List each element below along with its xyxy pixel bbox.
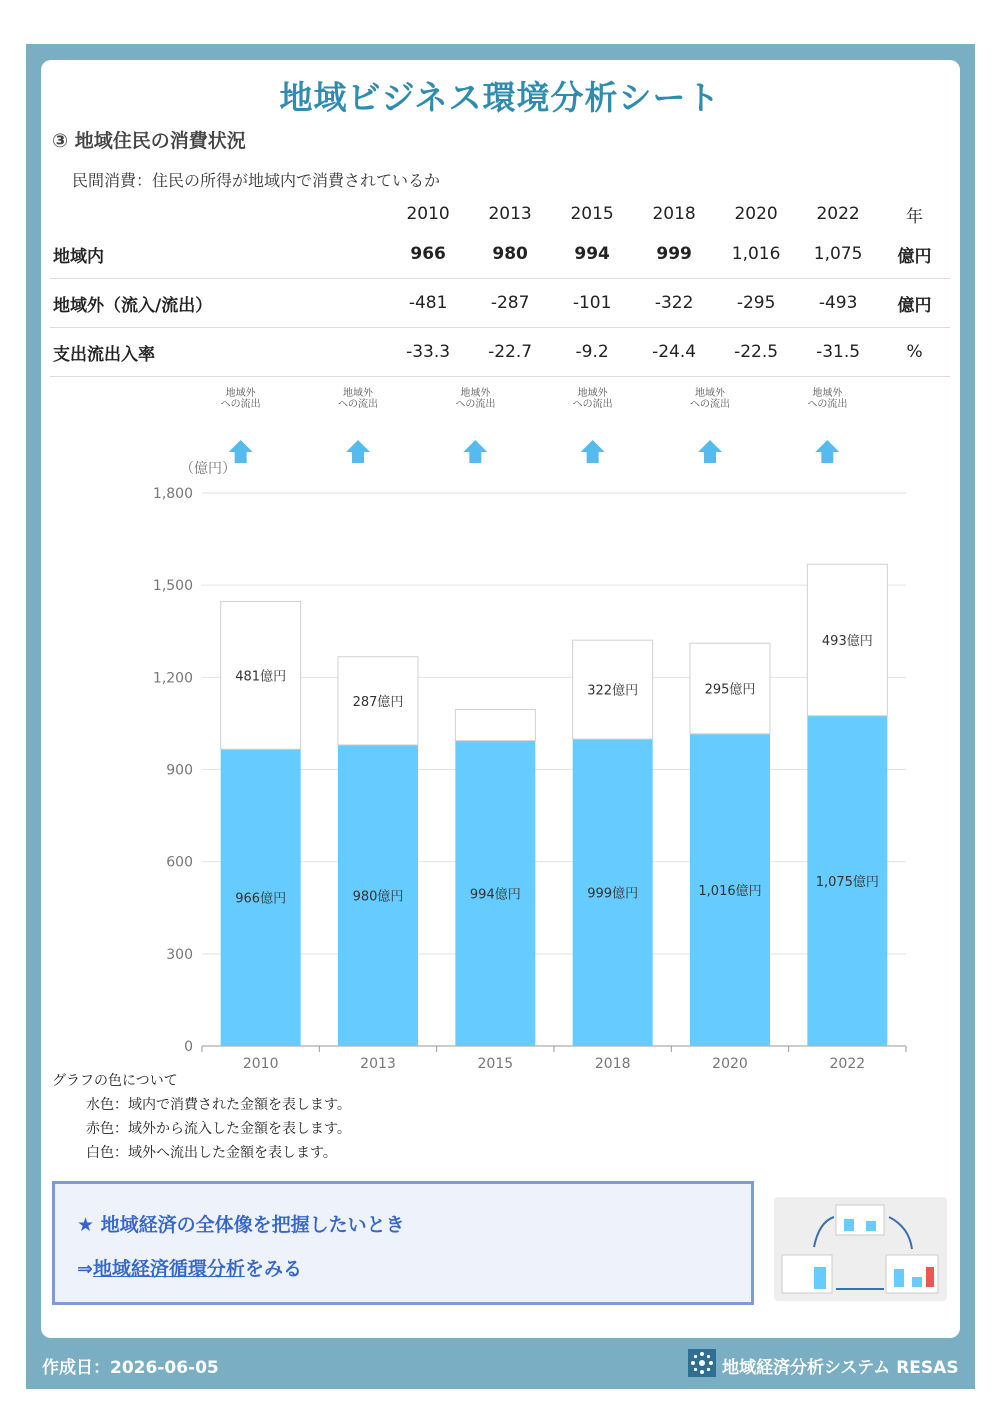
table-cell: -322 xyxy=(633,279,715,328)
table-header-empty xyxy=(50,198,387,230)
table-cell: 1,075 xyxy=(797,230,879,279)
x-tick-label: 2018 xyxy=(594,1056,631,1070)
table-cell: 980 xyxy=(469,230,551,279)
arrow-prefix: ⇒ xyxy=(77,1258,93,1280)
y-tick-label: 900 xyxy=(166,762,193,779)
inside-data-label: 994億円 xyxy=(469,887,521,903)
table-cell: -295 xyxy=(715,279,797,328)
inside-data-label: 1,016億円 xyxy=(698,883,762,899)
x-tick-label: 2015 xyxy=(477,1056,514,1070)
table-cell: -9.2 xyxy=(551,328,633,377)
table-cell: -101 xyxy=(551,279,633,328)
outflow-arrow-label: 地域外 xyxy=(695,388,725,399)
legend-note-line: 水色：域内で消費された金額を表します。 xyxy=(86,1097,351,1113)
inside-data-label: 966億円 xyxy=(235,891,287,907)
y-axis-label: （億円） xyxy=(180,461,236,477)
inside-data-label: 999億円 xyxy=(587,886,639,902)
table-row xyxy=(50,279,950,328)
page-title: 地域ビジネス環境分析シート xyxy=(279,78,721,117)
consumption-table xyxy=(50,198,950,377)
inside-data-label: 980億円 xyxy=(352,889,404,905)
table-cell: 994 xyxy=(551,230,633,279)
table-cell: -31.5 xyxy=(797,328,879,377)
x-tick-label: 2022 xyxy=(829,1056,866,1070)
arrow-up-icon xyxy=(346,440,370,463)
table-cell: -481 xyxy=(387,279,469,328)
outflow-arrow-label: への流出 xyxy=(220,399,261,410)
related-analysis-heading: ★ 地域経済の全体像を把握したいとき xyxy=(77,1214,405,1236)
table-cell: -493 xyxy=(797,279,879,328)
outflow-data-label: 493億円 xyxy=(821,634,873,650)
unit-header: 年 xyxy=(906,206,924,227)
link-suffix: をみる xyxy=(244,1258,302,1280)
row-label: 支出流出入率 xyxy=(50,328,387,377)
arrow-up-icon xyxy=(581,440,605,463)
year-header: 2018 xyxy=(652,204,696,224)
table-cell: 999 xyxy=(633,230,715,279)
table-cell: -22.5 xyxy=(715,328,797,377)
section-heading: ③ 地域住民の消費状況 xyxy=(52,130,246,152)
outflow-arrow-label: 地域外 xyxy=(460,388,491,399)
row-unit: 億円 xyxy=(879,279,950,328)
outflow-arrow-label: への流出 xyxy=(690,399,730,410)
related-analysis-box xyxy=(52,1181,754,1305)
year-header: 2013 xyxy=(488,204,532,224)
outflow-data-label: 322億円 xyxy=(587,683,639,699)
table-cell: -22.7 xyxy=(469,328,551,377)
stacked-bar-chart xyxy=(0,380,1000,1070)
x-tick-label: 2020 xyxy=(712,1056,748,1070)
outflow-data-label: 295億円 xyxy=(704,682,756,698)
inside-data-label: 1,075億円 xyxy=(815,874,879,890)
outflow-arrow-label: への流出 xyxy=(338,399,378,410)
table-header-row xyxy=(50,198,950,230)
arrow-up-icon xyxy=(698,440,722,463)
creation-date: 作成日：2026-06-05 xyxy=(42,1358,219,1378)
system-name: 地域経済分析システム RESAS xyxy=(722,1358,959,1378)
y-tick-label: 1,500 xyxy=(152,578,193,595)
outflow-arrow-label: 地域外 xyxy=(343,388,373,399)
year-header: 2015 xyxy=(570,204,614,224)
table-row xyxy=(50,230,950,279)
arrow-up-icon xyxy=(463,440,487,463)
y-tick-label: 300 xyxy=(166,946,193,963)
table-row xyxy=(50,328,950,377)
y-tick-label: 1,200 xyxy=(152,670,193,687)
year-header: 2022 xyxy=(816,204,860,224)
table-cell: 966 xyxy=(387,230,469,279)
y-tick-label: 1,800 xyxy=(152,486,193,502)
section-subtitle: 民間消費：住民の所得が地域内で消費されているか xyxy=(72,171,441,190)
table-cell: -24.4 xyxy=(633,328,715,377)
outflow-bar xyxy=(455,710,535,741)
outflow-arrow-label: への流出 xyxy=(572,399,613,410)
outflow-arrow-label: 地域外 xyxy=(812,388,843,399)
x-tick-label: 2013 xyxy=(360,1056,396,1070)
table-cell: -33.3 xyxy=(387,328,469,377)
year-header: 2010 xyxy=(406,204,450,224)
resas-logo-icon xyxy=(688,1349,716,1377)
outflow-arrow-label: 地域外 xyxy=(577,388,608,399)
row-unit: 億円 xyxy=(879,230,950,279)
table-cell: 1,016 xyxy=(715,230,797,279)
economic-cycle-analysis-link[interactable]: 地域経済循環分析 xyxy=(92,1258,245,1280)
outflow-data-label: 481億円 xyxy=(235,669,287,685)
outflow-data-label: 287億円 xyxy=(352,694,404,710)
outflow-arrow-label: への流出 xyxy=(807,399,848,410)
table-cell: -287 xyxy=(469,279,551,328)
row-unit: % xyxy=(879,328,950,377)
outflow-arrow-label: 地域外 xyxy=(225,388,256,399)
related-analysis-line xyxy=(77,1254,302,1281)
row-label: 地域外（流入/流出） xyxy=(50,279,387,328)
legend-note-line: 赤色：域外から流入した金額を表します。 xyxy=(86,1121,351,1137)
legend-note-line: 白色：域外へ流出した金額を表します。 xyxy=(86,1145,337,1161)
y-tick-label: 0 xyxy=(184,1039,193,1055)
economic-cycle-thumbnail[interactable] xyxy=(774,1197,947,1301)
y-tick-label: 600 xyxy=(166,854,193,871)
row-label: 地域内 xyxy=(50,230,387,279)
legend-note-heading: グラフの色について xyxy=(52,1073,178,1089)
x-tick-label: 2010 xyxy=(242,1056,279,1070)
thumbnail-diagram-icon xyxy=(774,1197,947,1301)
year-header: 2020 xyxy=(734,204,778,224)
arrow-up-icon xyxy=(229,440,253,463)
arrow-up-icon xyxy=(815,440,839,463)
outflow-arrow-label: への流出 xyxy=(455,399,496,410)
